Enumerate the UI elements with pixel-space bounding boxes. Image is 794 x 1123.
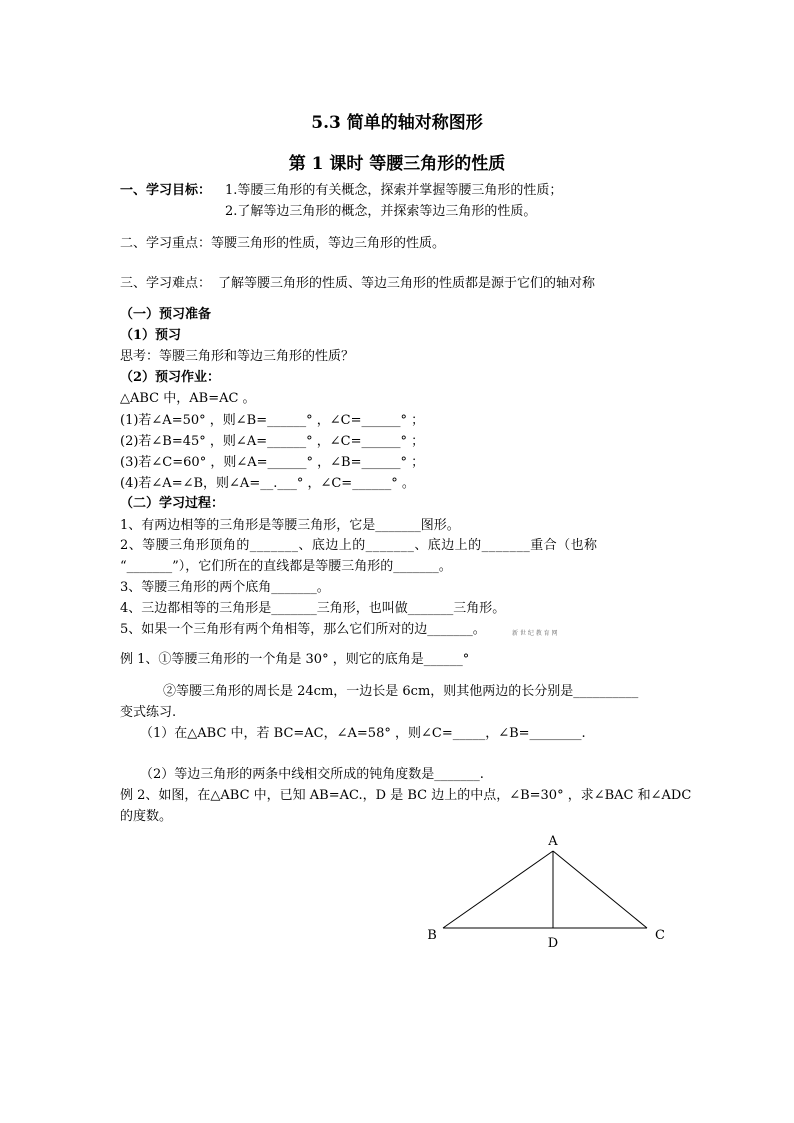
example-1b: ②等腰三角形的周长是 24cm，一边长是 6cm，则其他两边的长分别是__________ [163,684,639,699]
process-item-4: 4、三边都相等的三角形是_______三角形，也叫做_______三角形。 [120,601,506,616]
side-ac [553,851,647,928]
preview-sub2: （2）预习作业： [120,370,221,385]
document-title: 5.3 简单的轴对称图形 [311,113,483,133]
process-item-2b: “_______”），它们所在的直线都是等腰三角形的_______。 [120,559,452,574]
goal-item-2: 2.了解等边三角形的概念，并探索等边三角形的性质。 [225,204,537,219]
example-2b: 的度数。 [120,809,173,824]
example-1a: 例 1、①等腰三角形的一个角是 30° ，则它的底角是______° [120,652,470,667]
label-d: D [547,936,559,951]
key-points: 二、学习重点：等腰三角形的性质，等边三角形的性质。 [120,236,446,251]
preview-question-1: (1)若∠A=50° ，则∠B=______° ，∠C=______° ； [120,413,425,428]
variant-1: （1）在△ABC 中，若 BC=AC，∠A=58° ，则∠C=_____，∠B=________. [140,726,586,741]
preview-question-3: (3)若∠C=60° ，则∠A=______° ，∠B=______° ； [120,455,425,470]
preview-question-4: (4)若∠A=∠B，则∠A=__.___° ，∠C=______° 。 [120,476,415,491]
label-c: C [655,928,665,943]
preview-sub1: （1）预习 [120,328,182,343]
preview-think: 思考：等腰三角形和等边三角形的性质？ [120,349,355,364]
label-a: A [548,834,558,849]
variant-2: （2）等边三角形的两条中线相交所成的钝角度数是_______. [140,767,484,782]
lesson-title: 第 1 课时 等腰三角形的性质 [288,154,506,174]
preview-given: △ABC 中，AB=AC 。 [120,391,256,406]
watermark: 新 世 纪 教 育 网 [512,630,558,637]
goal-item-1: 1.等腰三角形的有关概念，探索并掌握等腰三角形的性质； [225,183,563,198]
difficulty-label: 三、学习难点： [120,276,212,291]
label-b: B [427,928,437,943]
variant-heading: 变式练习. [120,705,177,720]
process-item-5: 5、如果一个三角形有两个角相等，那么它们所对的边_______。 [120,622,486,637]
process-item-1: 1、有两边相等的三角形是等腰三角形，它是_______图形。 [120,518,460,533]
side-ab [443,851,553,928]
process-heading: （二）学习过程： [120,496,225,511]
preview-heading: （一）预习准备 [120,307,212,322]
process-item-3: 3、等腰三角形的两个底角_______。 [120,580,330,595]
preview-question-2: (2)若∠B=45° ，则∠A=______° ，∠C=______° ； [120,434,425,449]
difficulty-text: 了解等腰三角形的性质、等边三角形的性质都是源于它们的轴对称 [218,276,596,291]
process-item-2a: 2、等腰三角形顶角的_______、底边上的_______、底边上的_______重合（也称 [120,538,598,553]
example-2a: 例 2、如图，在△ABC 中，已知 AB=AC.，D 是 BC 边上的中点，∠B=30° ，求∠BAC 和∠ADC [120,788,692,803]
goal-label: 一、学习目标： [120,183,212,198]
